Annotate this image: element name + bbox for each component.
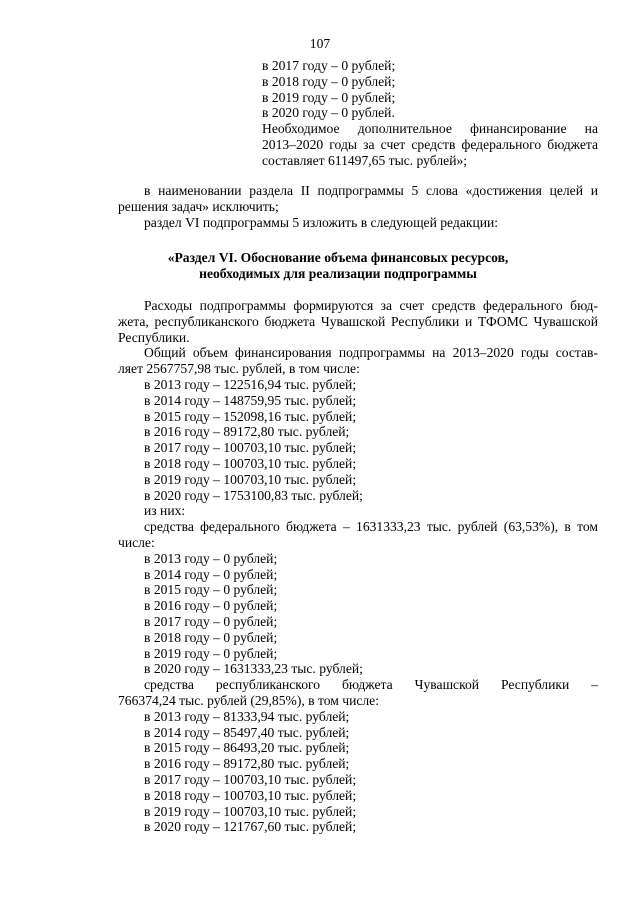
- heading-line: «Раздел VI. Обоснование объема финансовых ресурсов,: [167, 250, 509, 265]
- list-item: в 2018 году – 0 рублей;: [144, 629, 278, 645]
- section-heading: [38, 250, 638, 282]
- text-line: составляет 611497,65 тыс. рублей»;: [262, 152, 468, 168]
- text-line: в 2019 году – 0 рублей;: [262, 89, 396, 105]
- list-item: в 2020 году – 1753100,83 тыс. рублей;: [144, 487, 363, 503]
- list-item: в 2013 году – 81333,94 тыс. рублей;: [144, 708, 350, 724]
- text-line: ляет 2567757,98 тыс. рублей, в том числе:: [118, 361, 360, 377]
- body-block: [118, 298, 598, 835]
- list-item: в 2015 году – 152098,16 тыс. рублей;: [144, 408, 357, 424]
- text-line: числе:: [118, 534, 155, 550]
- text-line: в наименовании раздела II подпрограммы 5 слова «достижения целей и: [144, 183, 598, 198]
- amendment-block: [118, 183, 598, 230]
- text-line: Общий объем финансирования подпрограммы на 2013–2020 годы состав-: [144, 345, 598, 361]
- list-item: в 2020 году – 1631333,23 тыс. рублей;: [144, 661, 363, 677]
- text-line: Расходы подпрограммы формируются за счет средств федерального бюд-: [144, 298, 598, 313]
- list-item: в 2013 году – 0 рублей;: [144, 550, 278, 566]
- list-item: в 2020 году – 121767,60 тыс. рублей;: [144, 819, 357, 835]
- text-line: в 2018 году – 0 рублей;: [262, 73, 396, 89]
- heading-line: необходимых для реализации подпрограммы: [199, 265, 477, 281]
- page-number: 107: [309, 36, 331, 51]
- text-line: решения задач» исключить;: [118, 198, 279, 214]
- text-line: раздел VI подпрограммы 5 изложить в следующей редакции:: [144, 214, 499, 230]
- federal-years-list: [144, 551, 598, 677]
- list-item: в 2018 году – 100703,10 тыс. рублей;: [144, 455, 357, 471]
- list-item: в 2013 году – 122516,94 тыс. рублей;: [144, 376, 357, 392]
- text-line: средства республиканского бюджета Чувашской Республики –: [144, 677, 598, 693]
- text-line: средства федерального бюджета – 1631333,23 тыс. рублей (63,53%), в том: [144, 519, 598, 535]
- text-line: Необходимое дополнительное финансирование на: [262, 121, 598, 137]
- text-line: жета, республиканского бюджета Чувашской Республики и ТФОМС Чувашской: [118, 313, 598, 329]
- list-item: в 2016 году – 0 рублей;: [144, 598, 278, 614]
- list-item: в 2016 году – 89172,80 тыс. рублей;: [144, 424, 350, 440]
- list-item: в 2018 году – 100703,10 тыс. рублей;: [144, 787, 357, 803]
- text-line: из них:: [144, 503, 186, 519]
- text-line: Республики.: [118, 329, 190, 345]
- list-item: в 2014 году – 85497,40 тыс. рублей;: [144, 724, 350, 740]
- total-years-list: [144, 377, 598, 519]
- list-item: в 2015 году – 0 рублей;: [144, 582, 278, 598]
- republican-years-list: [144, 709, 598, 835]
- list-item: в 2019 году – 0 рублей;: [144, 645, 278, 661]
- list-item: в 2017 году – 100703,10 тыс. рублей;: [144, 440, 357, 456]
- text-line: в 2017 году – 0 рублей;: [262, 58, 396, 73]
- list-item: в 2017 году – 0 рублей;: [144, 613, 278, 629]
- list-item: в 2019 году – 100703,10 тыс. рублей;: [144, 803, 357, 819]
- list-item: в 2015 году – 86493,20 тыс. рублей;: [144, 740, 350, 756]
- top-block: [262, 58, 598, 169]
- text-line: в 2020 году – 0 рублей.: [262, 105, 395, 121]
- list-item: в 2016 году – 89172,80 тыс. рублей;: [144, 756, 350, 772]
- list-item: в 2019 году – 100703,10 тыс. рублей;: [144, 471, 357, 487]
- text-line: 2013–2020 годы за счет средств федерального бюджета: [262, 136, 598, 152]
- list-item: в 2014 году – 0 рублей;: [144, 566, 278, 582]
- text-line: 766374,24 тыс. рублей (29,85%), в том числе:: [118, 692, 379, 708]
- list-item: в 2014 году – 148759,95 тыс. рублей;: [144, 392, 357, 408]
- list-item: в 2017 году – 100703,10 тыс. рублей;: [144, 771, 357, 787]
